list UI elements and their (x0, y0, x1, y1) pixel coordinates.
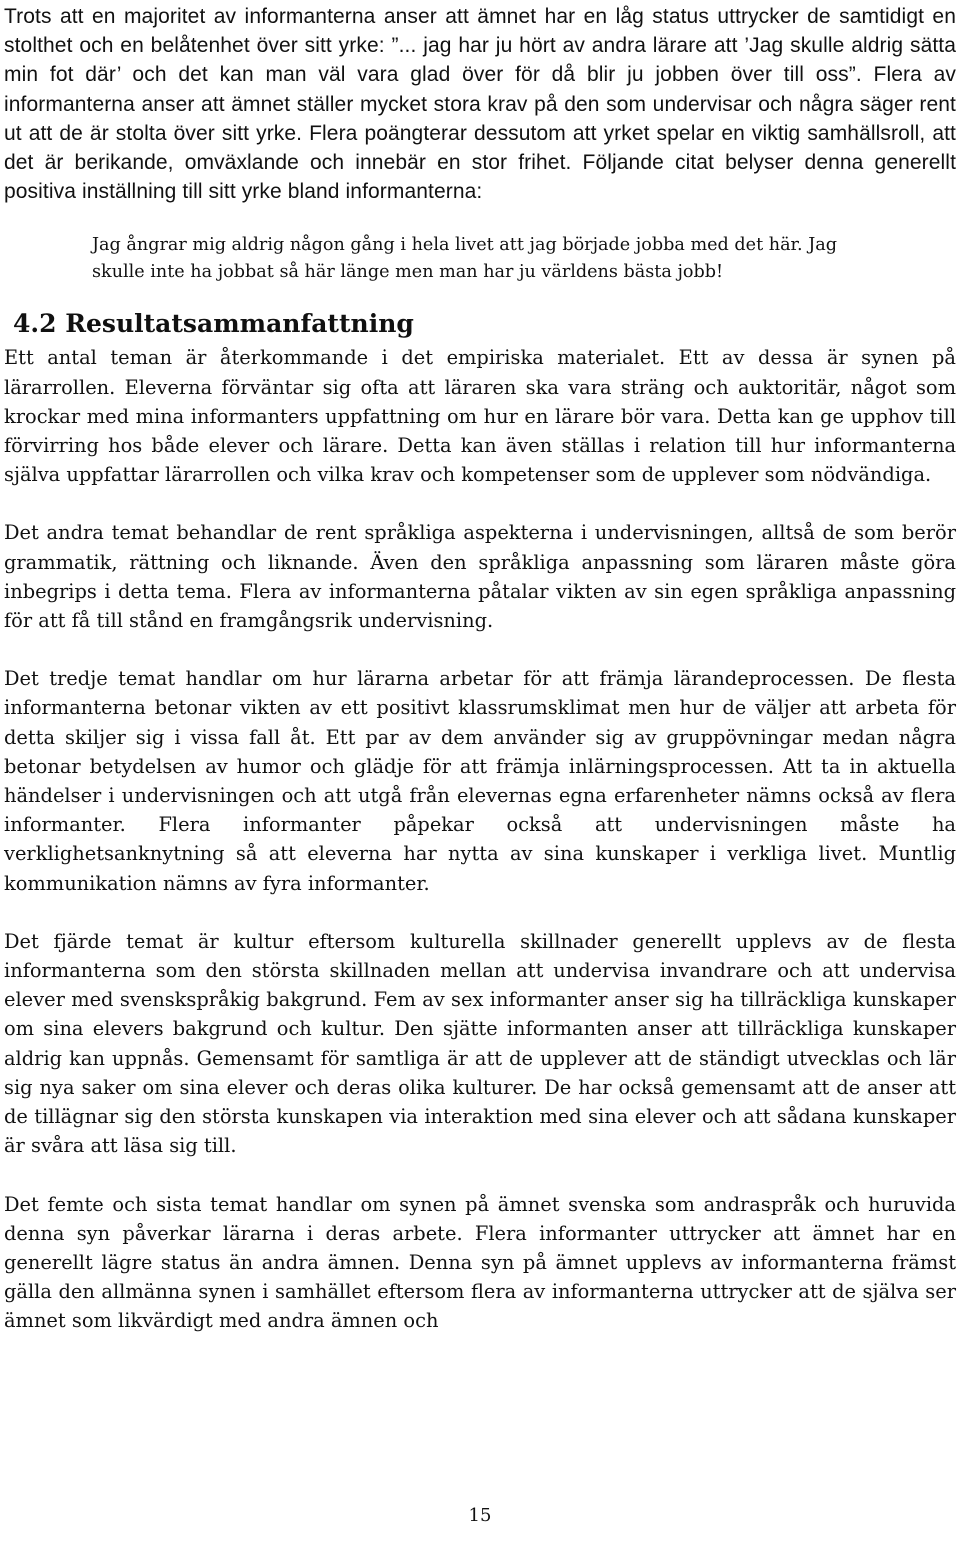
summary-paragraph-2: Det andra temat behandlar de rent språkliga aspekterna i undervisningen, alltså de som berör grammatik, rättning och liknande. Även den språkliga anpassning som läraren måste göra inbegrips i detta tema. Flera av informanterna påtalar vikten av sin egen språkliga anpassning för att få till stånd en framgångsrik undervisning. (4, 521, 956, 633)
summary-paragraph-5: Det femte och sista temat handlar om synen på ämnet svenska som andraspråk och huruvida denna syn påverkar lärarna i deras arbete. Flera informanter uttrycker att ämnet har en generellt lägre status än andra ämnen. Denna syn på ämnet upplevs av informanterna främst gälla den allmänna synen i samhället eftersom flera av informanterna uttrycker att de själva ser ämnet som likvärdigt med andra ämnen och (4, 1192, 956, 1333)
document-page (4, 0, 956, 1336)
summary-paragraph-3: Det tredje temat handlar om hur lärarna arbetar för att främja lärandeprocessen. De flesta informanterna betonar vikten av ett positivt klassrumsklimat men hur de väljer att arbeta för detta skiljer sig i vissa fall åt. Ett par av dem använder sig av gruppövningar medan några betonar betydelsen av humor och glädje för att främja inlärningsprocessen. Att ta in aktuella händelser i undervisningen och att utgå från elevernas egna erfarenheter nämns också av flera informanter. Flera informanter påpekar också att undervisningen måste ha verklighetsanknytning så att eleverna har nytta av sina kunskaper i verkliga livet. Muntlig kommunikation nämns av fyra informanter. (4, 667, 956, 895)
summary-paragraph-4: Det fjärde temat är kultur eftersom kulturella skillnader generellt upplevs av de flesta informanterna som den största skillnaden mellan att undervisa invandrare och att undervisa elever med svenskspråkig bakgrund. Fem av sex informanter anser sig ha tillräckliga kunskaper om sina elevers bakgrund och kultur. Den sjätte informanten anser att tillräckliga kunskaper aldrig kan uppnås. Gemensamt för samtliga är att de upplever att de ständigt utvecklas och lär sig nya saker om sina elever och deras olika kulturer. De har också gemensamt att de anser att de tillägnar sig den största kunskapen via interaktion med sina elever och att sådana kunskaper är svåra att läsa sig till. (4, 929, 956, 1158)
page-number: 15 (468, 1505, 492, 1526)
intro-paragraph: Trots att en majoritet av informanterna anser att ämnet har en låg status uttrycker de samtidigt en stolthet och en belåtenhet över sitt yrke: ”... jag har ju hört av andra lärare att ’Jag skulle aldrig sätta min fot där’ och det kan man väl vara glad över för då blir ju jobben över till oss”. Flera av informanterna anser att ämnet ställer mycket stora krav på den som undervisar och några säger rent ut att de är stolta över sitt yrke. Flera poängterar dessutom att yrket spelar en viktig samhällsroll, att det är berikande, omväxlande och innebär en stor frihet. Följande citat belyser denna generellt positiva inställning till sitt yrke bland informanterna: (4, 5, 956, 204)
summary-paragraph-1: Ett antal teman är återkommande i det empiriska materialet. Ett av dessa är synen på lärarrollen. Eleverna förväntar sig ofta att läraren ska vara sträng och auktoritär, något som krockar med mina informanters uppfattning om hur en lärare bör vara. Detta kan ge upphov till förvirring hos både elever och lärare. Detta kan även ställas i relation till hur informanterna själva uppfattar lärarrollen och vilka krav och kompetenser som de upplever som nödvändiga. (4, 346, 956, 487)
section-heading: 4.2 Resultatsammanfattning (13, 309, 414, 339)
block-quote: Jag ångrar mig aldrig någon gång i hela livet att jag började jobba med det här. Jag skulle inte ha jobbat så här länge men man har ju världens bästa jobb! (92, 235, 838, 282)
